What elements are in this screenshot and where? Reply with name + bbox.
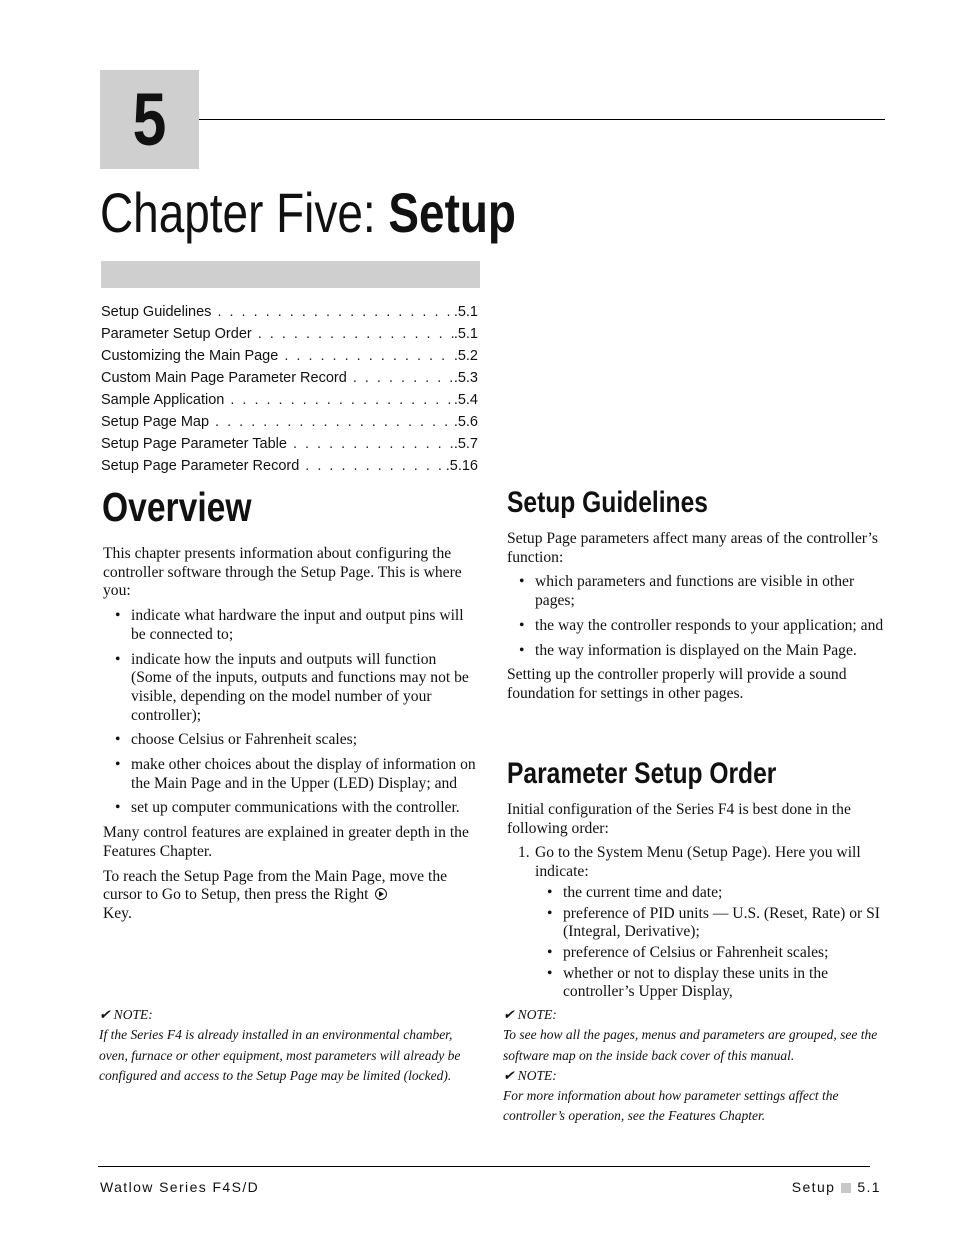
- page-title: [100, 180, 516, 246]
- order-intro: Initial configuration of the Series F4 is best done in the following order:: [507, 801, 851, 837]
- list-item: • the way information is displayed on the Main Page.: [507, 642, 885, 661]
- toc-entry[interactable]: Sample Application . . . .5.4: [101, 392, 478, 414]
- toc-entry[interactable]: Parameter Setup Order . . . .5.1: [101, 326, 478, 348]
- list-item: • set up computer communications with the controller.: [103, 799, 479, 818]
- footer-section: Setup: [791, 1179, 836, 1195]
- note-label: ✔ NOTE:: [99, 1007, 153, 1022]
- toc-entry[interactable]: Setup Guidelines . . . .5.1: [101, 304, 478, 326]
- list-item: • indicate how the inputs and outputs will function (Some of the inputs, outputs and functions may not be visible, depending on the model number of your controller);: [103, 651, 479, 726]
- toc-leader: [305, 458, 445, 474]
- list-item: • whether or not to display these units in the controller’s Upper Display,: [535, 965, 885, 1002]
- toc-entry[interactable]: Setup Page Parameter Table . . . .5.7: [101, 436, 478, 458]
- overview-para-navigation: To reach the Setup Page from the Main Page, move the cursor to Go to Setup, then press the Right Key.: [103, 867, 448, 922]
- parameter-setup-order-heading: Parameter Setup Order: [507, 757, 777, 790]
- list-item: • preference of PID units — U.S. (Reset, Rate) or SI (Integral, Derivative);: [535, 905, 885, 942]
- step-sub-list: [535, 884, 885, 1002]
- toc-leader: [293, 436, 454, 452]
- guidelines-outro: Setting up the controller properly will provide a sound foundation for settings in other pages.: [507, 666, 847, 702]
- title-prefix: Chapter Five:: [100, 181, 389, 244]
- footer-rule: [98, 1166, 870, 1167]
- overview-note: [99, 1005, 479, 1086]
- list-item: • make other choices about the display of information on the Main Page and in the Upper (LED) Display; and: [103, 756, 479, 793]
- header-rule: [199, 119, 885, 120]
- order-steps: [507, 844, 885, 1002]
- note-text: For more information about how parameter settings affect the controller’s operation, see the Features Chapter.: [503, 1088, 839, 1124]
- overview-intro: This chapter presents information about configuring the controller software through the Setup Page. This is where you:: [103, 545, 462, 600]
- toc-leader: [230, 392, 453, 408]
- toc-leader: [258, 326, 454, 342]
- list-item: • the way the controller responds to your application; and: [507, 617, 885, 636]
- overview-body: [103, 545, 479, 930]
- parameter-setup-order-body: [507, 801, 885, 1004]
- table-of-contents: [101, 304, 478, 480]
- note-label: ✔ NOTE:: [503, 1007, 557, 1022]
- guidelines-intro: Setup Page parameters affect many areas of the controller’s function:: [507, 530, 878, 566]
- list-item: • indicate what hardware the input and output pins will be connected to;: [103, 607, 479, 644]
- toc-entry[interactable]: Setup Page Map . . . .5.6: [101, 414, 478, 436]
- toc-entry[interactable]: Custom Main Page Parameter Record . . . .5.3: [101, 370, 478, 392]
- chapter-number: 5: [132, 78, 167, 161]
- order-step: [507, 844, 885, 1002]
- list-item: • choose Celsius or Fahrenheit scales;: [103, 731, 479, 750]
- order-notes: [503, 1005, 883, 1127]
- setup-guidelines-heading: Setup Guidelines: [507, 486, 708, 519]
- toc-entry[interactable]: Setup Page Parameter Record . . . .5.16: [101, 458, 478, 480]
- step-number: 1.: [518, 844, 530, 862]
- right-key-icon: [375, 888, 387, 900]
- toc-leader: [353, 370, 454, 386]
- step-text: Go to the System Menu (Setup Page). Here you will indicate:: [535, 844, 861, 881]
- guidelines-bullet-list: [507, 573, 885, 660]
- footer-publication: Watlow Series F4S/D: [100, 1179, 260, 1195]
- list-item: • preference of Celsius or Fahrenheit scales;: [535, 944, 885, 963]
- page-number: 5.1: [857, 1179, 881, 1195]
- title-bold: Setup: [388, 181, 516, 244]
- toc-leader: [215, 414, 454, 430]
- note-text: To see how all the pages, menus and parameters are grouped, see the software map on the inside back cover of this manual.: [503, 1027, 878, 1063]
- toc-entry[interactable]: Customizing the Main Page . . . .5.2: [101, 348, 478, 370]
- setup-guidelines-body: [507, 530, 885, 710]
- overview-para-features: Many control features are explained in greater depth in the Features Chapter.: [103, 824, 469, 860]
- toc-leader: [284, 348, 453, 364]
- note-text: If the Series F4 is already installed in an environmental chamber, oven, furnace or other equipment, most parameters will already be configured and access to the Setup Page may be limited (locked).: [99, 1027, 461, 1083]
- overview-bullet-list: [103, 607, 479, 818]
- toc-header-bar: [101, 261, 480, 288]
- separator-square-icon: [841, 1183, 851, 1193]
- overview-heading: Overview: [102, 484, 252, 530]
- list-item: • which parameters and functions are visible in other pages;: [507, 573, 885, 610]
- note-label: ✔ NOTE:: [503, 1067, 557, 1083]
- list-item: • the current time and date;: [535, 884, 885, 903]
- toc-leader: [217, 304, 453, 320]
- footer-page-ref: [792, 1179, 881, 1195]
